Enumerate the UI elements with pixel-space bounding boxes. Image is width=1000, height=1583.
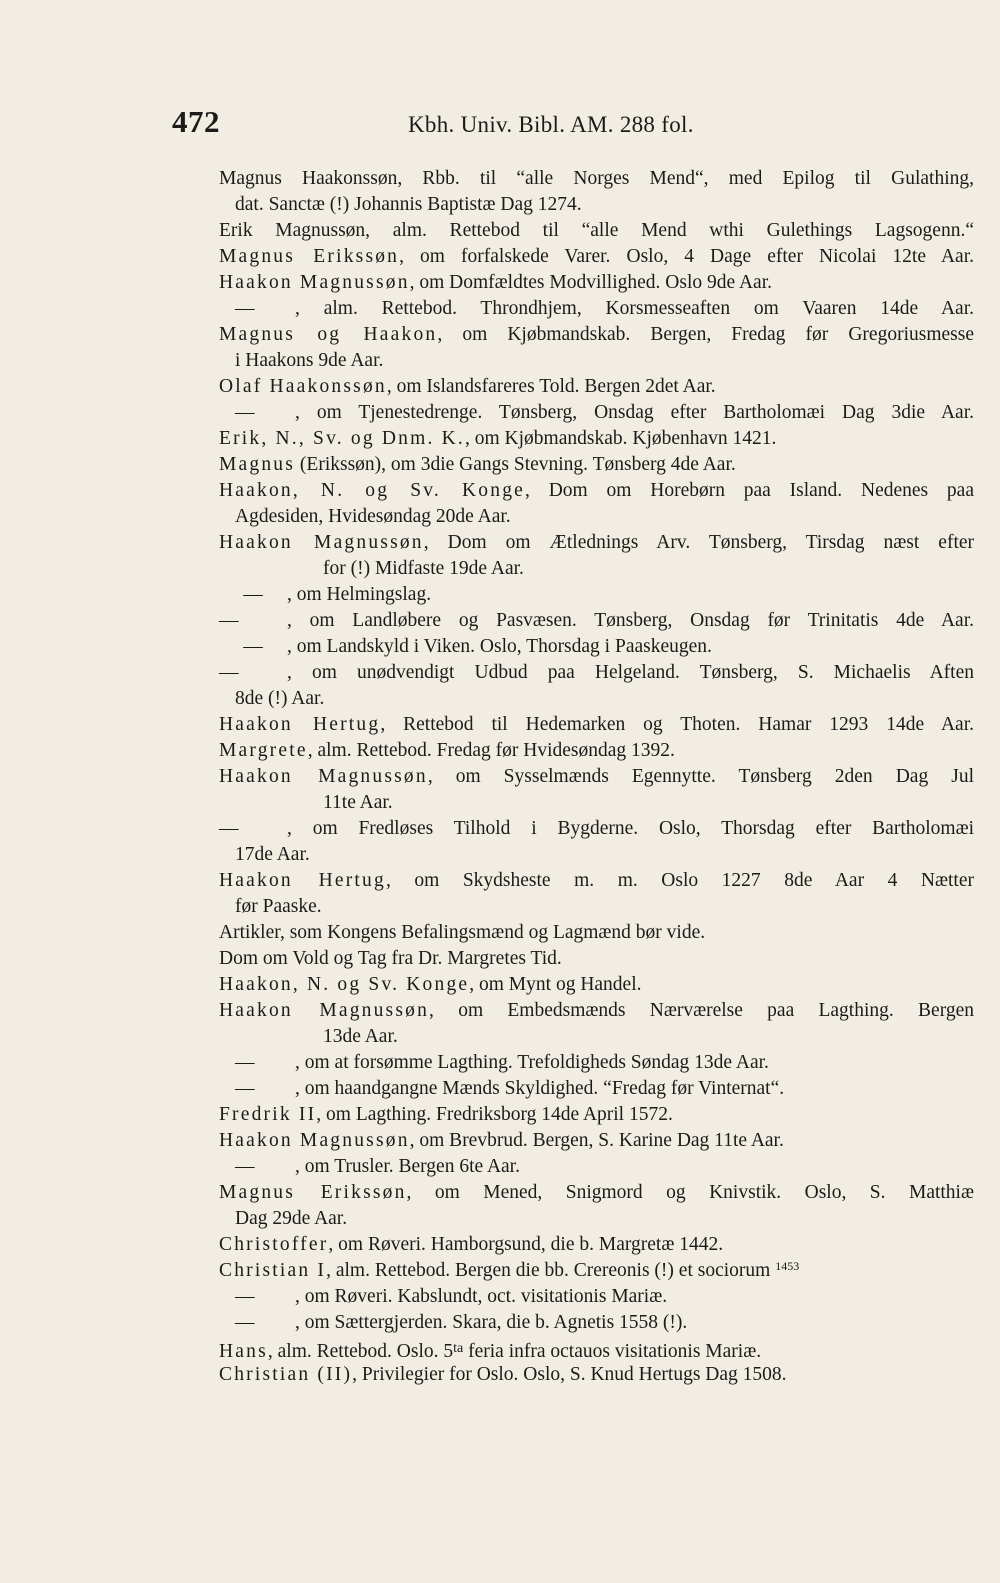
entry-line: — , om Landskyld i Viken. Oslo, Thorsdag i Paaskeugen.: [243, 636, 712, 657]
page-number: 472: [172, 104, 220, 139]
entry-line: i Haakons 9de Aar.: [235, 350, 384, 371]
entry-line: Dag 29de Aar.: [235, 1208, 348, 1229]
entry-line: Magnus Erikssøn, om Mened, Snigmord og Knivstik. Oslo, S. Matthiæ: [219, 1182, 974, 1203]
entry-line: Haakon Magnussøn, Dom om Ætlednings Arv. Tønsberg, Tirsdag næst efter: [219, 532, 975, 553]
entry-line: — , alm. Rettebod. Throndhjem, Korsmesseaften om Vaaren 14de Aar.: [235, 298, 974, 319]
entry-line: Haakon Magnussøn, om Embedsmænds Nærværelse paa Lagthing. Bergen: [219, 1000, 975, 1021]
entry-line: Magnus (Erikssøn), om 3die Gangs Stevning. Tønsberg 4de Aar.: [219, 454, 736, 475]
entry-line: Magnus Erikssøn, om forfalskede Varer. Oslo, 4 Dage efter Nicolai 12te Aar.: [219, 246, 974, 267]
entry-line: Erik, N., Sv. og Dnm. K., om Kjøbmandskab. Kjøbenhavn 1421.: [219, 428, 777, 449]
entry-line: Haakon Hertug, Rettebod til Hedemarken og Thoten. Hamar 1293 14de Aar.: [219, 714, 974, 735]
entry-line: Haakon, N. og Sv. Konge, Dom om Horebørn paa Island. Nedenes paa: [219, 480, 974, 501]
running-head: Kbh. Univ. Bibl. AM. 288 fol.: [408, 112, 694, 137]
entry-line: — , om haandgangne Mænds Skyldighed. “Fredag før Vinternat“.: [235, 1078, 785, 1099]
entry-line: 11te Aar.: [323, 792, 393, 813]
entry-line: Magnus og Haakon, om Kjøbmandskab. Bergen, Fredag før Gregoriusmesse: [219, 324, 974, 345]
entry-line: Erik Magnussøn, alm. Rettebod til “alle Mend wthi Gulethings Lagsogenn.“: [219, 220, 974, 241]
entry-line: Christian (II), Privilegier for Oslo. Oslo, S. Knud Hertugs Dag 1508.: [219, 1364, 787, 1385]
entry-line: 8de (!) Aar.: [235, 688, 325, 709]
entry-line: 17de Aar.: [235, 844, 310, 865]
entry-line: Haakon Magnussøn, om Domfældtes Modvillighed. Oslo 9de Aar.: [219, 272, 772, 293]
entry-line: — , om at forsømme Lagthing. Trefoldigheds Søndag 13de Aar.: [235, 1052, 769, 1073]
entry-line: — , om Sættergjerden. Skara, die b. Agnetis 1558 (!).: [235, 1312, 688, 1333]
entry-line: — , om Landløbere og Pasvæsen. Tønsberg, Onsdag før Trinitatis 4de Aar.: [219, 610, 974, 631]
entry-line: 13de Aar.: [323, 1026, 398, 1047]
entry-line: Magnus Haakonssøn, Rbb. til “alle Norges Mend“, med Epilog til Gulathing,: [219, 168, 974, 189]
entry-line: — , om Tjenestedrenge. Tønsberg, Onsdag efter Bartholomæi Dag 3die Aar.: [235, 402, 974, 423]
entry-line: — , om unødvendigt Udbud paa Helgeland. Tønsberg, S. Michaelis Aften: [219, 662, 974, 683]
entry-line: Agdesiden, Hvidesøndag 20de Aar.: [235, 506, 511, 527]
entry-line: Haakon Magnussøn, om Brevbrud. Bergen, S. Karine Dag 11te Aar.: [219, 1130, 784, 1151]
entry-line: Olaf Haakonssøn, om Islandsfareres Told. Bergen 2det Aar.: [219, 376, 716, 397]
entry-line: dat. Sanctæ (!) Johannis Baptistæ Dag 1274.: [235, 194, 582, 215]
entry-line: — , om Trusler. Bergen 6te Aar.: [235, 1156, 520, 1177]
entry-line: Christian I, alm. Rettebod. Bergen die bb. Crereonis (!) et sociorum $^{1453}$: [219, 1259, 800, 1281]
entry-line: Artikler, som Kongens Befalingsmænd og Lagmænd bør vide.: [219, 922, 706, 943]
entry-line: Fredrik II, om Lagthing. Fredriksborg 14de April 1572.: [219, 1104, 673, 1125]
entry-line: Haakon Hertug, om Skydsheste m. m. Oslo 1227 8de Aar 4 Nætter: [219, 870, 974, 891]
entry-line: Christoffer, om Røveri. Hamborgsund, die b. Margretæ 1442.: [219, 1234, 724, 1255]
entry-line: Dom om Vold og Tag fra Dr. Margretes Tid.: [219, 948, 562, 969]
entry-line: — , om Helmingslag.: [243, 584, 432, 605]
entry-line: for (!) Midfaste 19de Aar.: [323, 558, 524, 579]
entry-line: Margrete, alm. Rettebod. Fredag før Hvidesøndag 1392.: [219, 740, 675, 761]
entry-line: — , om Fredløses Tilhold i Bygderne. Oslo, Thorsdag efter Bartholomæi: [219, 818, 974, 839]
entry-line: — , om Røveri. Kabslundt, oct. visitationis Mariæ.: [235, 1286, 668, 1307]
page-header: [172, 104, 732, 144]
entry-line: Hans, alm. Rettebod. Oslo. $5^{ta}$ feria infra octauos visitationis Mariæ.: [219, 1341, 762, 1362]
entry-line: Haakon Magnussøn, om Sysselmænds Egennytte. Tønsberg 2den Dag Jul: [219, 766, 974, 787]
entry-line: før Paaske.: [235, 896, 322, 917]
entry-line: Haakon, N. og Sv. Konge, om Mynt og Handel.: [219, 974, 642, 995]
